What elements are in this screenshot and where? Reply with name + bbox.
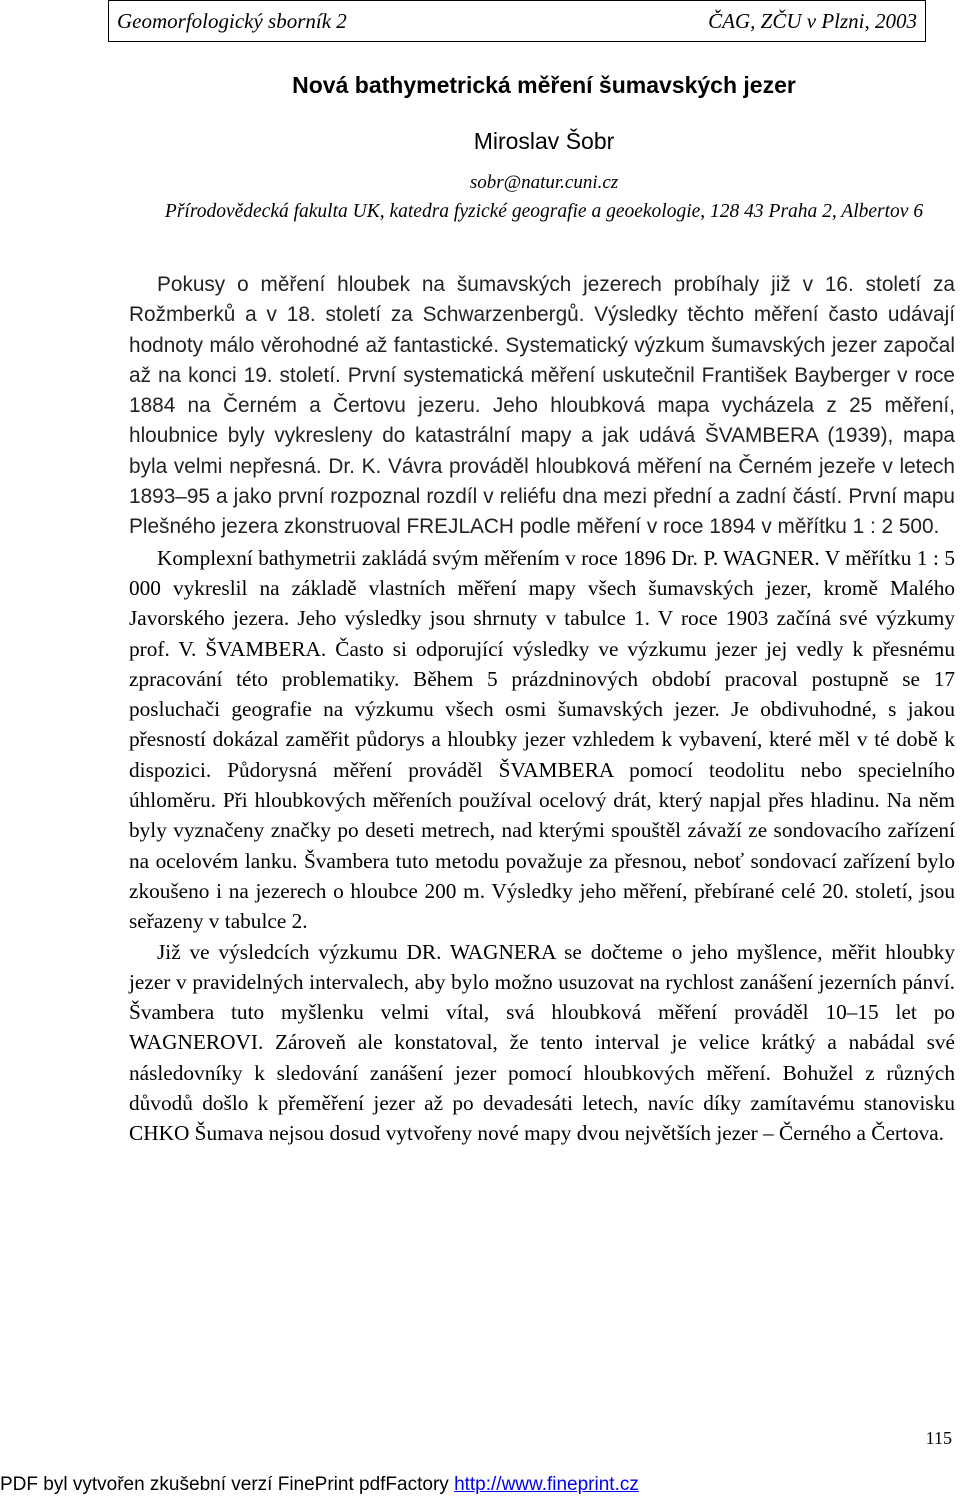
paragraph-2: Komplexní bathymetrii zakládá svým měřením v roce 1896 Dr. P. WAGNER. V měřítku 1 : 5 000 vykreslil na základě vlastních měření mapy všech šumavských jezer, kromě Malého Javorského jezera. Jeho výsledky jsou shrnuty v tabulce 1. V roce 1903 začíná své výzkumy prof. V. ŠVAMBERA. Často si odporující výsledky ve výzkumu jezer jej vedly k přesnému zpracování této problematiky. Během 5 prázdninových období pracoval postupně se 17 posluchači geografie na výzkumu všech osmi šumavských jezer. Je obdivuhodné, s jakou přesností dokázal zaměřit půdorys a hloubky jezer vzhledem k vybavení, které měl v té době k dispozici. Půdorysná měření prováděl ŠVAMBERA pomocí teodolitu nebo specielního úhloměru. Při hloubkových měřeních používal ocelový drát, který napjal přes hladinu. Na něm byly vyznačeny značky po deseti metrech, nad kterými spouštěl závaží ze sondovacího zařízení na ocelovém lanku. Švambera tuto metodu považuje za přesnou, neboť sondovací zařízení bylo zkoušeno i na jezerech o hloubce 200 m. Výsledky jeho měření, přebírané celé 20. století, jsou seřazeny v tabulce 2.	[129, 545, 955, 934]
journal-name: Geomorfologický sborník 2	[117, 8, 347, 33]
paragraph-1: Pokusy o měření hloubek na šumavských jezerech probíhaly již v 16. století za Rožmberků a v 18. století za Schwarzenbergů. Výsledky těchto měření často udávají hodnoty málo věrohodné až fantastické. Systematický výzkum šumavských jezer započal až na konci 19. století. První systematická měření uskutečnil František Bayberger v roce 1884 na Černém a Čertovu jezeru. Jeho hloubková mapa vycházela z 25 měření, hloubnice byly vykresleny do katastrální mapy a jak udává ŠVAMBERA (1939), mapa byla velmi nepřesná. Dr. K. Vávra prováděl hloubková měření na Černém jezeře v letech 1893–95 a jako první rozpoznal rozdíl v reliéfu dna mezi přední a zadní částí. První mapu Plešného jezera zkonstruoval FREJLACH podle měření v roce 1894 v měřítku 1 : 2 500.	[129, 273, 955, 539]
author-affiliation: Přírodovědecká fakulta UK, katedra fyzické geografie a geoekologie, 128 43 Praha 2, Albertov 6	[164, 201, 924, 222]
author-name: Miroslav Šobr	[473, 128, 615, 154]
publisher-info: ČAG, ZČU v Plzni, 2003	[708, 8, 917, 33]
pdf-footer	[0, 1474, 960, 1496]
article-title: Nová bathymetrická měření šumavských jezer	[292, 72, 796, 98]
footer-text: PDF byl vytvořen zkušební verzí FinePrint pdfFactory	[0, 1474, 455, 1495]
running-header	[108, 0, 926, 42]
author-email: sobr@natur.cuni.cz	[469, 172, 619, 193]
paragraph-3: Již ve výsledcích výzkumu DR. WAGNERA se dočteme o jeho myšlence, měřit hloubky jezer v pravidelných intervalech, aby bylo možno usuzovat na rychlost zanášení jezerních pánví. Švambera tuto myšlenku velmi vítal, svá hloubková měření prováděl 10–15 let po WAGNEROVI. Zároveň ale konstatoval, že tento interval je velice krátký a nabádal své následovníky k sledování zanášení jezer pomocí hloubkových měření. Bohužel z různých důvodů došlo k přeměření jezer až po devadesáti letech, navíc díky zamítavému stanovisku CHKO Šumava nejsou dosud vytvořeny nové mapy dvou největších jezer – Černého a Čertova.	[129, 939, 955, 1146]
article-body	[129, 270, 955, 1149]
page-number: 115	[925, 1428, 952, 1448]
footer-link[interactable]: http://www.fineprint.cz	[454, 1474, 639, 1495]
